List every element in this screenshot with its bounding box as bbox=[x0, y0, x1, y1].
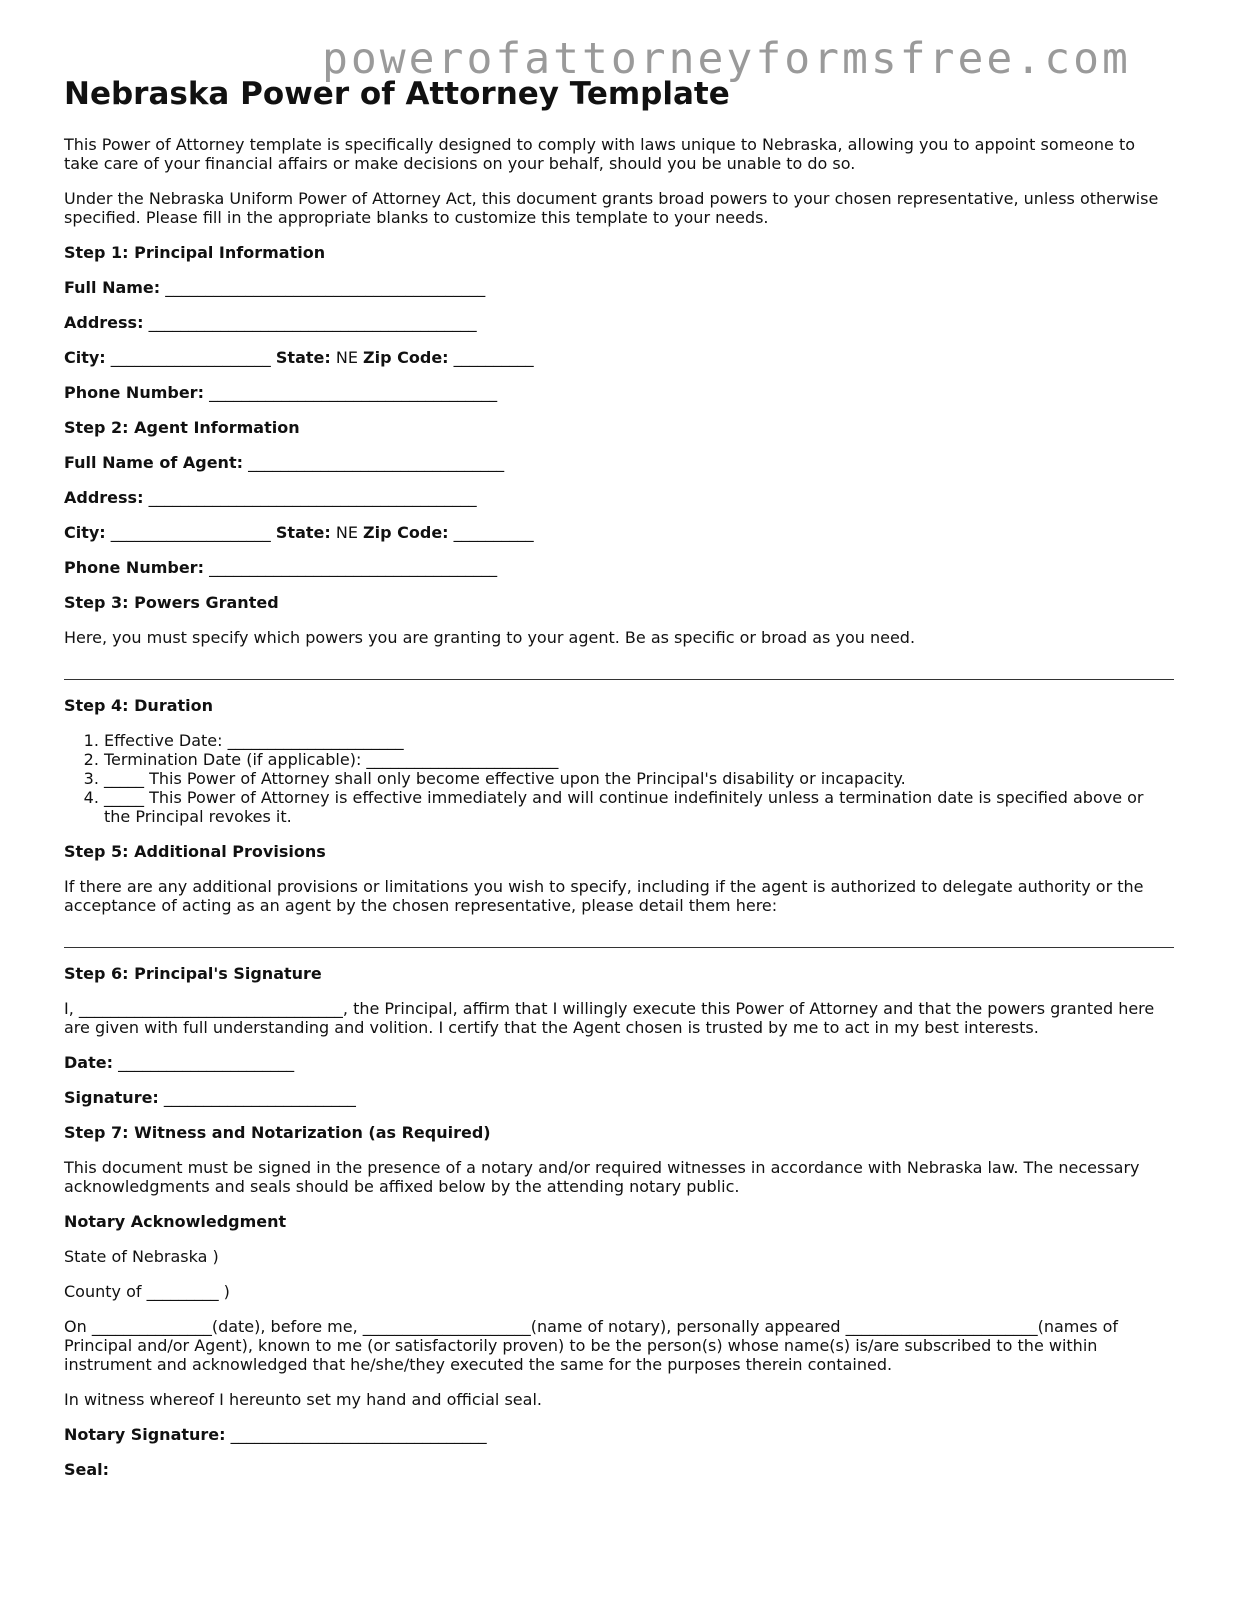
agent-zip-label: Zip Code: bbox=[363, 523, 449, 543]
principal-address-field[interactable]: _________________________________________ bbox=[148, 313, 477, 333]
notary-heading: Notary Acknowledgment bbox=[64, 1212, 287, 1232]
duration-item-effective-date[interactable]: 1. Effective Date: ______________________ bbox=[104, 731, 1174, 750]
agent-state-value: NE bbox=[335, 523, 358, 543]
principal-phone-field[interactable]: ____________________________________ bbox=[209, 383, 498, 403]
additional-provisions-line[interactable] bbox=[64, 947, 1174, 948]
notary-county-line[interactable]: County of _________ ) bbox=[64, 1282, 230, 1302]
principal-date-row bbox=[64, 1053, 1174, 1072]
principal-signature-field[interactable]: ________________________ bbox=[163, 1088, 356, 1108]
agent-zip-field[interactable]: __________ bbox=[453, 523, 534, 543]
intro-paragraph-1: This Power of Attorney template is specifically designed to comply with laws unique to Nebraska, allowing you to appoint someone to take care of your financial affairs or make decisions on your behalf, should you be unable to do so. bbox=[64, 135, 1136, 174]
notary-signature-row bbox=[64, 1425, 1174, 1444]
seal-label: Seal: bbox=[64, 1460, 110, 1480]
notary-witness-text: In witness whereof I hereunto set my hand and official seal. bbox=[64, 1390, 542, 1410]
principal-date-field[interactable]: ______________________ bbox=[118, 1053, 295, 1073]
agent-phone-label: Phone Number: bbox=[64, 558, 204, 578]
powers-granted-line[interactable] bbox=[64, 679, 1174, 680]
duration-list bbox=[64, 731, 1174, 826]
principal-full-name-label: Full Name: bbox=[64, 278, 161, 298]
step6-heading: Step 6: Principal's Signature bbox=[64, 964, 322, 984]
step7-text: This document must be signed in the presence of a notary and/or required witnesses in accordance with Nebraska law. The necessary acknowledgments and seals should be affixed below by the attending notary public. bbox=[64, 1158, 1140, 1197]
agent-address-label: Address: bbox=[64, 488, 144, 508]
step2-heading: Step 2: Agent Information bbox=[64, 418, 300, 438]
principal-phone-row bbox=[64, 383, 1174, 402]
agent-city-label: City: bbox=[64, 523, 106, 543]
notary-signature-field[interactable]: ________________________________ bbox=[230, 1425, 487, 1445]
principal-state-value: NE bbox=[335, 348, 358, 368]
principal-signature-label: Signature: bbox=[64, 1088, 159, 1108]
principal-city-row bbox=[64, 348, 1174, 367]
step3-heading: Step 3: Powers Granted bbox=[64, 593, 279, 613]
principal-zip-field[interactable]: __________ bbox=[453, 348, 534, 368]
duration-item-termination-date[interactable]: 2. Termination Date (if applicable): ________________________ bbox=[104, 750, 1174, 769]
page-title: Nebraska Power of Attorney Template bbox=[64, 76, 730, 112]
agent-state-label: State: bbox=[275, 523, 331, 543]
affirmation-paragraph bbox=[64, 999, 1174, 1037]
principal-phone-label: Phone Number: bbox=[64, 383, 204, 403]
principal-full-name-field[interactable]: ________________________________________ bbox=[165, 278, 486, 298]
agent-full-name-field[interactable]: ________________________________ bbox=[248, 453, 505, 473]
principal-full-name-row bbox=[64, 278, 1174, 297]
agent-address-field[interactable]: _________________________________________ bbox=[148, 488, 477, 508]
step1-heading: Step 1: Principal Information bbox=[64, 243, 326, 263]
agent-phone-field[interactable]: ____________________________________ bbox=[209, 558, 498, 578]
watermark: powerofattorneyformsfree.com bbox=[322, 34, 1131, 84]
intro-paragraph-2: Under the Nebraska Uniform Power of Attorney Act, this document grants broad powers to your chosen representative, unless otherwise specified. Please fill in the appropriate blanks to customize this template to your needs. bbox=[64, 189, 1159, 228]
step5-text: If there are any additional provisions or limitations you wish to specify, including if the agent is authorized to delegate authority or the acceptance of acting as an agent by the chosen representative, please detail them here: bbox=[64, 877, 1144, 916]
agent-city-field[interactable]: ____________________ bbox=[110, 523, 271, 543]
principal-address-label: Address: bbox=[64, 313, 144, 333]
affirmation-name-field[interactable]: _________________________________ bbox=[73, 999, 343, 1019]
notary-acknowledgment-text[interactable]: On _______________(date), before me, _____________________(name of notary), personally appeared ________________________(names of Principal and/or Agent), known to me (or satisfactorily proven) to be the person(s) whose name(s) is/are subscribed to the within instrument and acknowledged that he/she/they executed the same for the purposes therein contained. bbox=[64, 1317, 1119, 1375]
step4-heading: Step 4: Duration bbox=[64, 696, 214, 716]
agent-address-row bbox=[64, 488, 1174, 507]
affirmation-prefix: I, bbox=[64, 999, 74, 1019]
principal-city-field[interactable]: ____________________ bbox=[110, 348, 271, 368]
agent-full-name-label: Full Name of Agent: bbox=[64, 453, 243, 473]
principal-city-label: City: bbox=[64, 348, 106, 368]
agent-phone-row bbox=[64, 558, 1174, 577]
duration-item-immediate[interactable]: 4. _____ This Power of Attorney is effective immediately and will continue indefinitely unless a termination date is specified above or the Principal revokes it. bbox=[104, 788, 1174, 826]
notary-state-line: State of Nebraska ) bbox=[64, 1247, 219, 1267]
duration-item-disability[interactable]: 3. _____ This Power of Attorney shall only become effective upon the Principal's disability or incapacity. bbox=[104, 769, 1174, 788]
principal-state-label: State: bbox=[275, 348, 331, 368]
principal-zip-label: Zip Code: bbox=[363, 348, 449, 368]
agent-city-row bbox=[64, 523, 1174, 542]
document-page bbox=[64, 76, 1174, 1495]
step7-heading: Step 7: Witness and Notarization (as Required) bbox=[64, 1123, 491, 1143]
principal-signature-row bbox=[64, 1088, 1174, 1107]
step5-heading: Step 5: Additional Provisions bbox=[64, 842, 326, 862]
step3-text: Here, you must specify which powers you are granting to your agent. Be as specific or broad as you need. bbox=[64, 628, 916, 648]
agent-full-name-row bbox=[64, 453, 1174, 472]
notary-signature-label: Notary Signature: bbox=[64, 1425, 226, 1445]
principal-address-row bbox=[64, 313, 1174, 332]
principal-date-label: Date: bbox=[64, 1053, 113, 1073]
affirmation-text: , the Principal, affirm that I willingly execute this Power of Attorney and that the powers granted here are given with full understanding and volition. I certify that the Agent chosen is trusted by me to act in my best interests. bbox=[64, 999, 1155, 1038]
